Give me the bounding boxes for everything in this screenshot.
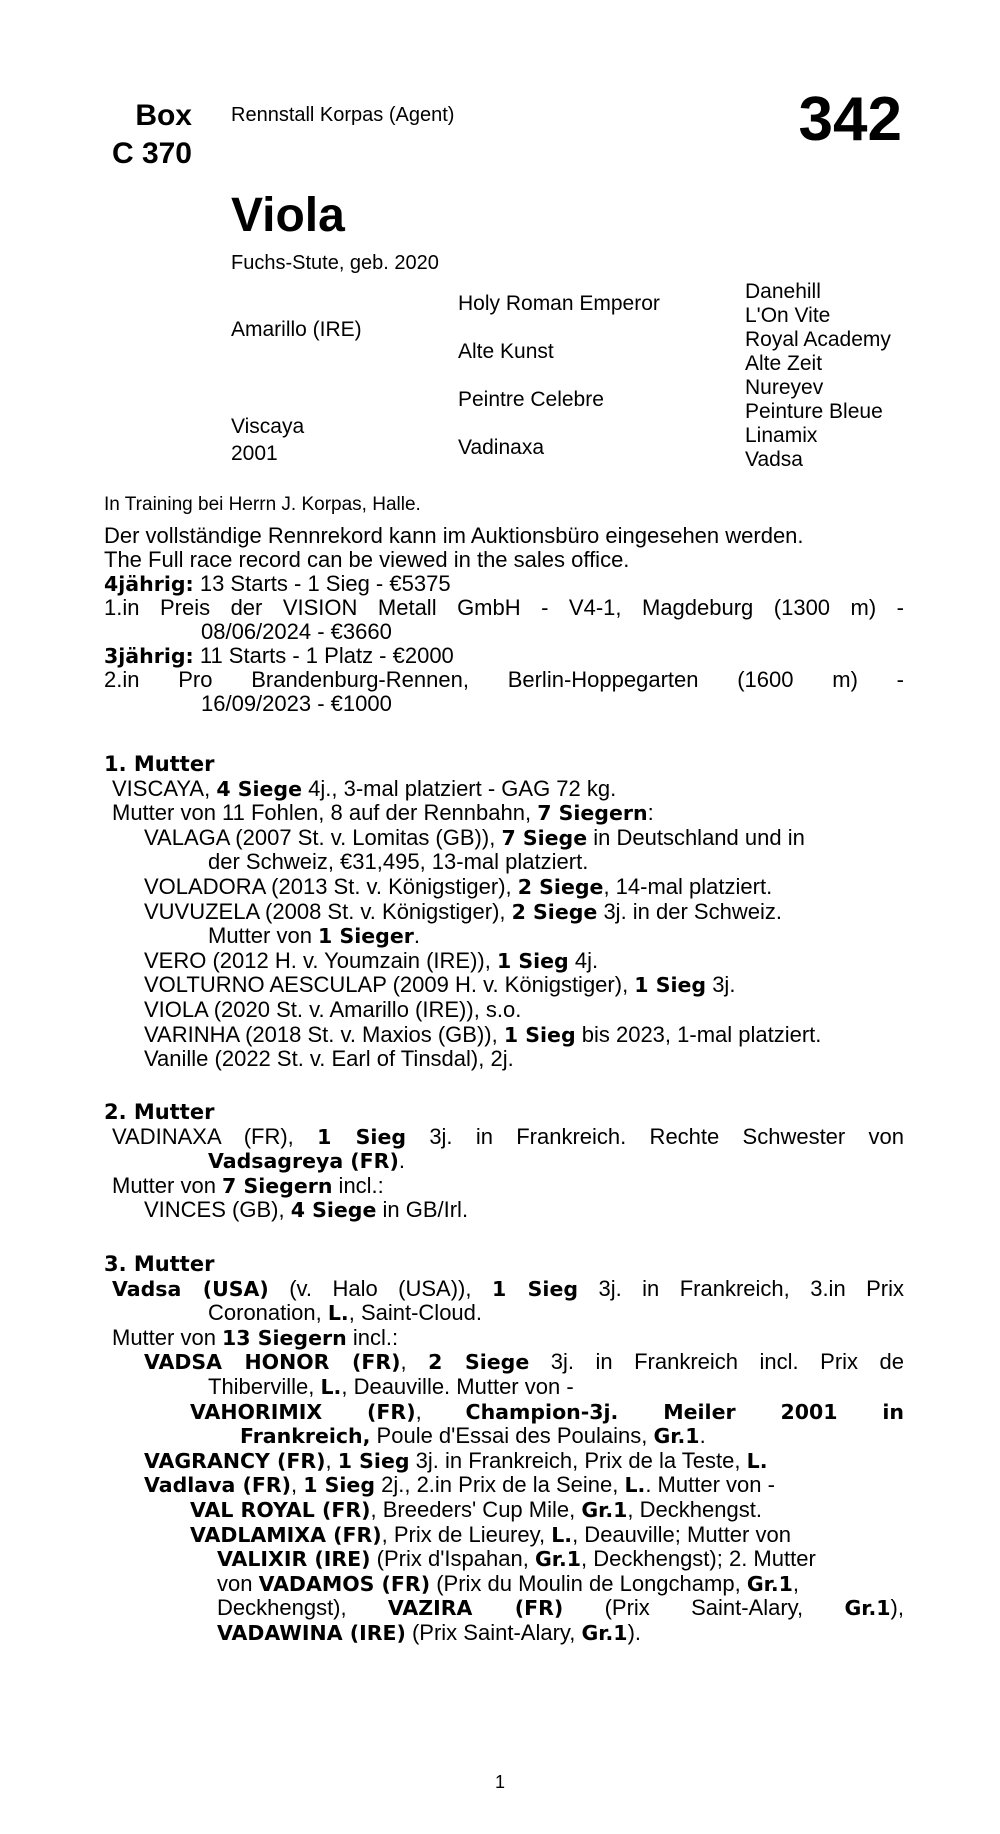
dam-entry: VADINAXA (FR), 1 Sieg 3j. in Frankreich. Rechte Schwester von	[112, 1123, 904, 1149]
produce-item-cont: VADAWINA (IRE) (Prix Saint-Alary, Gr.1).	[217, 1619, 642, 1645]
produce-item: VAGRANCY (FR), 1 Sieg 3j. in Frankreich, Prix de la Teste, L.	[144, 1447, 768, 1473]
box-number	[96, 97, 192, 173]
produce-summary: Mutter von 13 Siegern incl.:	[112, 1324, 399, 1350]
lot-number: 342	[798, 85, 902, 154]
dam-entry: VISCAYA, 4 Siege 4j., 3-mal platziert - GAG 72 kg.	[112, 775, 617, 801]
sire-dam: Alte Kunst	[458, 340, 554, 363]
produce-item: VOLTURNO AESCULAP (2009 H. v. Königstiger), 1 Sieg 3j.	[144, 972, 736, 998]
section-third-dam	[104, 1252, 904, 1646]
record-note-en: The Full race record can be viewed in the sales office.	[104, 547, 630, 572]
produce-item: Vanille (2022 St. v. Earl of Tinsdal), 2j.	[144, 1046, 514, 1072]
produce-item: VAL ROYAL (FR), Breeders' Cup Mile, Gr.1, Deckhengst.	[190, 1496, 762, 1522]
produce-item: VALAGA (2007 St. v. Lomitas (GB)), 7 Siege in Deutschland und in	[144, 824, 805, 850]
sire: Amarillo (IRE)	[231, 318, 362, 341]
produce-item-cont: Frankreich, Poule d'Essai des Poulains, Gr.1.	[240, 1423, 706, 1449]
age4-race-line2: 08/06/2024 - €3660	[201, 619, 392, 644]
produce-item-cont: VALIXIR (IRE) (Prix d'Ispahan, Gr.1, Deckhengst); 2. Mutter	[217, 1546, 816, 1572]
horse-description: Fuchs-Stute, geb. 2020	[231, 252, 439, 274]
produce-item: VAHORIMIX (FR), Champion-3j. Meiler 2001 in	[190, 1398, 904, 1424]
dam-entry-cont: Vadsagreya (FR).	[208, 1148, 405, 1174]
section-first-dam	[104, 752, 904, 1072]
g3-7: Linamix	[745, 424, 818, 447]
age4-line	[104, 572, 904, 596]
race-record	[104, 524, 904, 716]
box-value: C 370	[111, 137, 192, 170]
produce-item: VADLAMIXA (FR), Prix de Lieurey, L., Deauville; Mutter von	[190, 1521, 791, 1547]
produce-item-cont: der Schweiz, €31,495, 13-mal platziert.	[208, 849, 589, 875]
dam-year: 2001	[231, 442, 278, 465]
sire-sire: Holy Roman Emperor	[458, 292, 660, 315]
section-heading: 2. Mutter	[104, 1100, 215, 1124]
age3-label: 3jährig:	[104, 644, 194, 668]
section-second-dam	[104, 1100, 904, 1223]
age4-label: 4jährig:	[104, 572, 194, 596]
age3-summary: 11 Starts - 1 Platz - €2000	[193, 643, 454, 668]
produce-item: VARINHA (2018 St. v. Maxios (GB)), 1 Sieg bis 2023, 1-mal platziert.	[144, 1021, 822, 1047]
age3-race-line1: 2.in Pro Brandenburg-Rennen, Berlin-Hoppegarten (1600 m) -	[104, 667, 904, 692]
horse-name: Viola	[231, 189, 345, 242]
produce-item-cont: von VADAMOS (FR) (Prix du Moulin de Longchamp, Gr.1,	[217, 1570, 800, 1596]
produce-item: VIOLA (2020 St. v. Amarillo (IRE)), s.o.	[144, 996, 522, 1022]
age4-summary: 13 Starts - 1 Sieg - €5375	[193, 571, 451, 596]
dam-entry: Vadsa (USA) (v. Halo (USA)), 1 Sieg 3j. in Frankreich, 3.in Prix	[112, 1275, 905, 1301]
agent: Rennstall Korpas (Agent)	[231, 104, 455, 126]
age3-line	[104, 644, 904, 668]
dam-sire: Peintre Celebre	[458, 388, 604, 411]
age3-race-line2: 16/09/2023 - €1000	[201, 691, 392, 716]
produce-summary: Mutter von 11 Fohlen, 8 auf der Rennbahn, 7 Siegern:	[112, 800, 654, 826]
g3-1: Danehill	[745, 280, 821, 303]
g3-2: L'On Vite	[745, 304, 831, 327]
g3-5: Nureyev	[745, 376, 824, 399]
g3-6: Peinture Bleue	[745, 400, 883, 423]
produce-item-cont: Thiberville, L., Deauville. Mutter von -	[208, 1373, 574, 1399]
g3-8: Vadsa	[745, 448, 803, 471]
training-info: In Training bei Herrn J. Korpas, Halle.	[104, 494, 421, 515]
dam-dam: Vadinaxa	[458, 436, 545, 459]
dam-entry-cont: Coronation, L., Saint-Cloud.	[208, 1300, 483, 1326]
g3-4: Alte Zeit	[745, 352, 823, 375]
produce-item-cont: Mutter von 1 Sieger.	[208, 923, 420, 949]
age4-race-line1: 1.in Preis der VISION Metall GmbH - V4-1, Magdeburg (1300 m) -	[104, 595, 904, 620]
box-label: Box	[135, 99, 192, 132]
produce-item: Vadlava (FR), 1 Sieg 2j., 2.in Prix de la Seine, L.. Mutter von -	[144, 1472, 775, 1498]
g3-3: Royal Academy	[745, 328, 891, 351]
produce-item: VERO (2012 H. v. Youmzain (IRE)), 1 Sieg 4j.	[144, 947, 599, 973]
produce-item: VUVUZELA (2008 St. v. Königstiger), 2 Siege 3j. in der Schweiz.	[144, 898, 782, 924]
produce-summary: Mutter von 7 Siegern incl.:	[112, 1172, 384, 1198]
produce-item-cont: Deckhengst), VAZIRA (FR) (Prix Saint-Alary, Gr.1),	[217, 1595, 904, 1621]
record-note-de: Der vollständige Rennrekord kann im Auktionsbüro eingesehen werden.	[104, 523, 804, 548]
produce-item: VINCES (GB), 4 Siege in GB/Irl.	[144, 1197, 469, 1223]
dam: Viscaya	[231, 415, 305, 438]
section-heading: 3. Mutter	[104, 1252, 215, 1276]
page-number: 1	[494, 1772, 505, 1792]
section-heading: 1. Mutter	[104, 752, 215, 776]
produce-item: VOLADORA (2013 St. v. Königstiger), 2 Siege, 14-mal platziert.	[144, 873, 773, 899]
produce-item: VADSA HONOR (FR), 2 Siege 3j. in Frankreich incl. Prix de	[144, 1349, 905, 1375]
